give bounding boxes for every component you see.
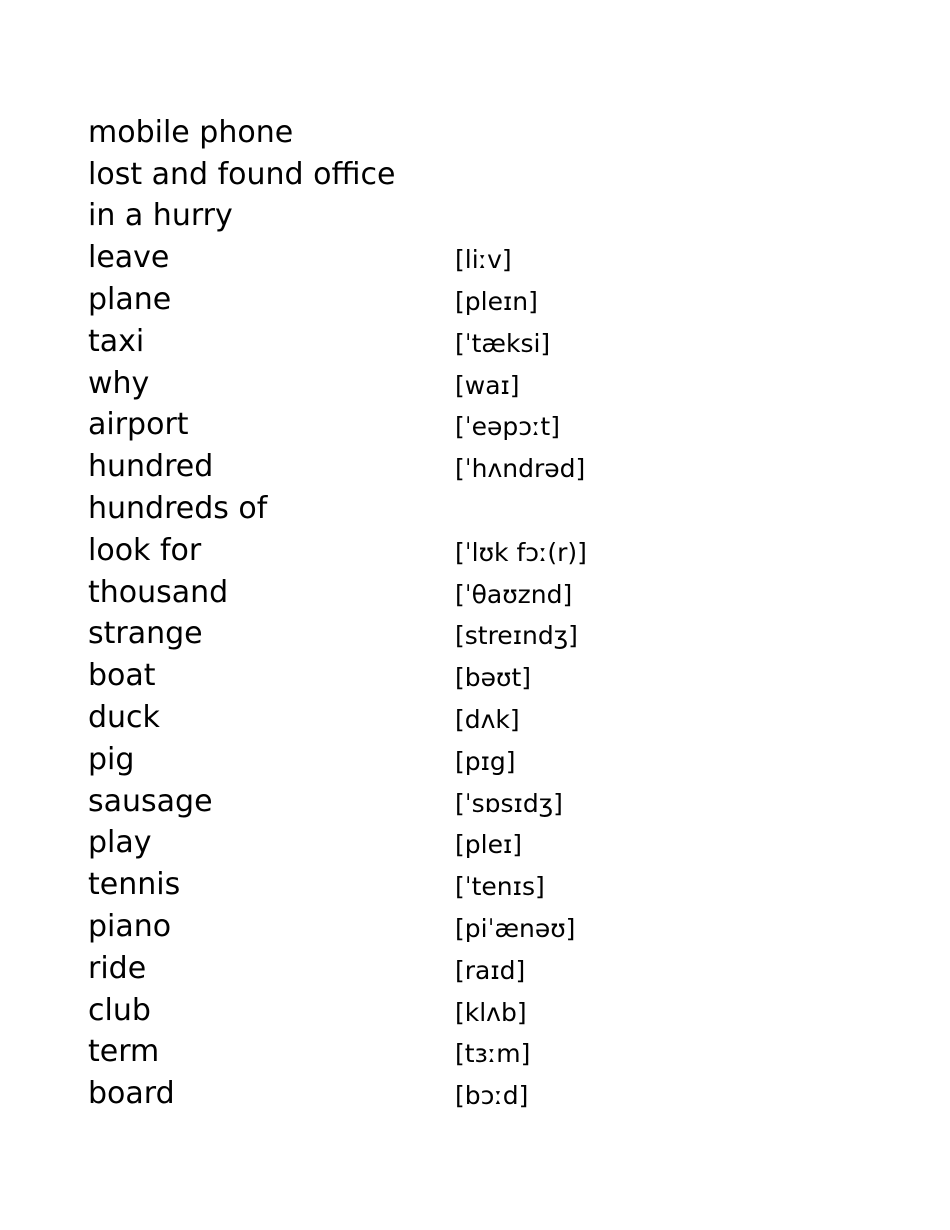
vocab-row [88,321,848,363]
vocab-row [88,237,848,279]
vocab-word: in a hurry [88,198,233,234]
vocab-phonetic: [dʌk] [455,705,520,735]
vocab-word: club [88,992,151,1028]
vocab-word: taxi [88,323,145,359]
vocab-row [88,196,848,238]
vocab-row [88,697,848,739]
vocab-phonetic: [ˈtenɪs] [455,872,545,902]
vocab-phonetic: [klʌb] [455,997,527,1027]
vocab-word: term [88,1034,160,1070]
vocab-word: airport [88,407,189,443]
vocab-word: plane [88,282,172,318]
vocab-row [88,948,848,990]
vocab-phonetic: [waɪ] [455,370,520,400]
vocab-phonetic: [ˈθaʊznd] [455,579,573,609]
vocab-phonetic: [streɪndʒ] [455,621,578,651]
vocab-word: look for [88,532,202,568]
vocab-word: play [88,825,152,861]
vocab-phonetic: [pleɪn] [455,287,538,317]
vocab-phonetic: [tɜːm] [455,1039,531,1069]
vocab-phonetic: [ˈhʌndrəd] [455,454,586,484]
vocab-phonetic: [pɪg] [455,746,516,776]
vocab-row [88,1032,848,1074]
vocab-row [88,990,848,1032]
vocab-word: piano [88,909,172,945]
vocab-word: hundred [88,449,214,485]
vocab-phonetic: [ˈlʊk fɔː(r)] [455,537,587,567]
vocab-phonetic: [ˈeəpɔːt] [455,412,560,442]
vocab-row [88,655,848,697]
vocab-phonetic: [bɔːd] [455,1081,529,1111]
vocab-phonetic: [bəʊt] [455,663,532,693]
vocab-word: strange [88,616,203,652]
vocab-row [88,530,848,572]
vocab-phonetic: [piˈænəʊ] [455,914,576,944]
vocab-row [88,614,848,656]
vocab-phonetic: [ˈtæksi] [455,328,551,358]
vocab-row [88,446,848,488]
vocab-row [88,279,848,321]
vocab-row [88,572,848,614]
vocab-row [88,864,848,906]
vocab-phonetic: [pleɪ] [455,830,522,860]
vocab-row [88,906,848,948]
vocab-word: pig [88,741,135,777]
vocab-phonetic: [liːv] [455,245,512,275]
vocab-word: hundreds of [88,491,268,527]
vocab-row [88,739,848,781]
vocabulary-list [88,112,848,1115]
vocab-row [88,488,848,530]
vocab-word: thousand [88,574,229,610]
vocab-word: boat [88,658,156,694]
vocab-row [88,112,848,154]
vocab-row [88,823,848,865]
vocab-word: mobile phone [88,114,294,150]
vocab-word: ride [88,950,147,986]
vocab-row [88,154,848,196]
vocab-row [88,1073,848,1115]
vocab-word: tennis [88,867,181,903]
vocab-word: why [88,365,150,401]
vocab-word: lost and found office [88,156,396,192]
vocab-word: leave [88,240,170,276]
vocab-word: duck [88,700,160,736]
vocab-row [88,405,848,447]
vocab-word: sausage [88,783,213,819]
vocab-row [88,363,848,405]
vocab-phonetic: [raɪd] [455,955,526,985]
vocab-phonetic: [ˈsɒsɪdʒ] [455,788,563,818]
vocab-word: board [88,1076,175,1112]
vocab-row [88,781,848,823]
